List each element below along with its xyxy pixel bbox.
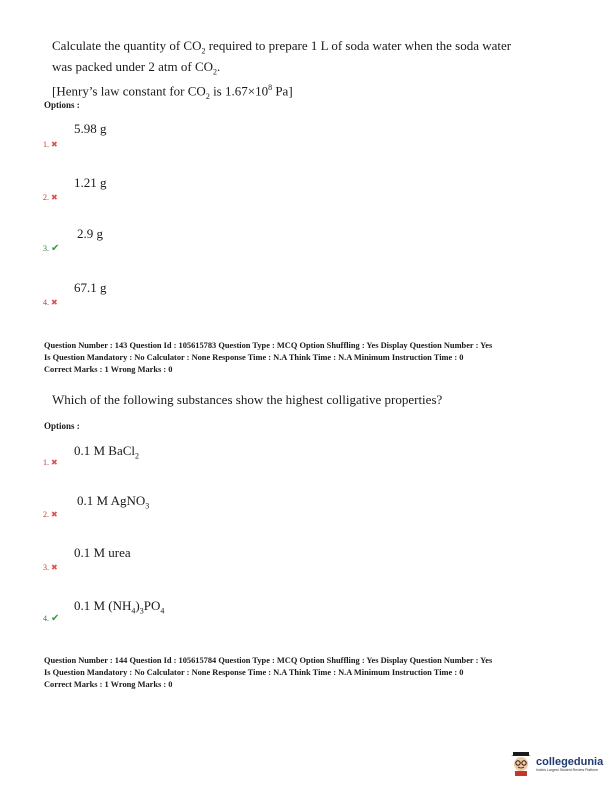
wrong-cross-icon: ✖ (51, 509, 58, 519)
option-number: 2. ✖ (43, 509, 58, 519)
wrong-cross-icon: ✖ (51, 562, 58, 572)
option-value: 5.98 g (74, 121, 107, 136)
metadata-line: Question Number : 144 Question Id : 105615784 Question Type : MCQ Option Shuffling : Yes Display Question Number : Yes (44, 656, 493, 665)
question-1-line-3: [Henry’s law constant for $CO_2$ is $1.67\times 10^8$ Pa] (52, 83, 293, 102)
option-value: 0.1 M urea (74, 545, 131, 560)
wrong-cross-icon: ✖ (51, 139, 58, 149)
metadata-line: Correct Marks : 1 Wrong Marks : 0 (44, 680, 173, 689)
wrong-cross-icon: ✖ (51, 297, 58, 307)
metadata-line: Is Question Mandatory : No Calculator : None Response Time : N.A Think Time : N.A Minimum Instruction Time : 0 (44, 668, 464, 677)
option-number: 4. ✖ (43, 297, 58, 307)
option-number: 3. ✔ (43, 242, 60, 254)
option-value: 67.1 g (74, 280, 107, 295)
metadata-line: Correct Marks : 1 Wrong Marks : 0 (44, 365, 173, 374)
option-value: 1.21 g (74, 175, 107, 190)
question-1-text (52, 38, 511, 105)
option-value: 0.1 M $(NH_4)_3PO_4$ (74, 598, 165, 616)
question-metadata (44, 340, 584, 376)
question-metadata (44, 655, 584, 691)
option-number: 2. ✖ (43, 192, 58, 202)
option-value: 0.1 M AgNO$_3$ (77, 493, 150, 511)
option-number: 4. ✔ (43, 612, 60, 624)
option-number: 1. ✖ (43, 139, 58, 149)
metadata-line: Is Question Mandatory : No Calculator : None Response Time : N.A Think Time : N.A Minimum Instruction Time : 0 (44, 353, 464, 362)
wrong-cross-icon: ✖ (51, 457, 58, 467)
option-number: 3. ✖ (43, 562, 58, 572)
option-number: 1. ✖ (43, 457, 58, 467)
logo-name: collegedunia (536, 755, 604, 768)
option-value: 0.1 M BaCl$_2$ (74, 443, 140, 461)
wrong-cross-icon: ✖ (51, 192, 58, 202)
collegedunia-logo (510, 752, 603, 776)
question-1-line-1: Calculate the quantity of $CO_2$ required to prepare 1 L of soda water when the soda water (52, 38, 512, 56)
options-label: Options : (44, 421, 80, 431)
question-1-line-2: was packed under 2 atm of $CO_2$. (52, 59, 221, 77)
logo-tagline: India's Largest Student Review Platform (536, 767, 599, 772)
metadata-line: Question Number : 143 Question Id : 105615783 Question Type : MCQ Option Shuffling : Yes Display Question Number : Yes (44, 341, 493, 350)
options-label: Options : (44, 100, 80, 110)
question-2-text: Which of the following substances show the highest colligative properties? (52, 392, 443, 407)
mascot-icon (510, 752, 532, 776)
correct-check-icon: ✔ (51, 242, 60, 254)
option-value: 2.9 g (77, 226, 103, 241)
correct-check-icon: ✔ (51, 612, 60, 624)
logo-text (536, 756, 603, 773)
